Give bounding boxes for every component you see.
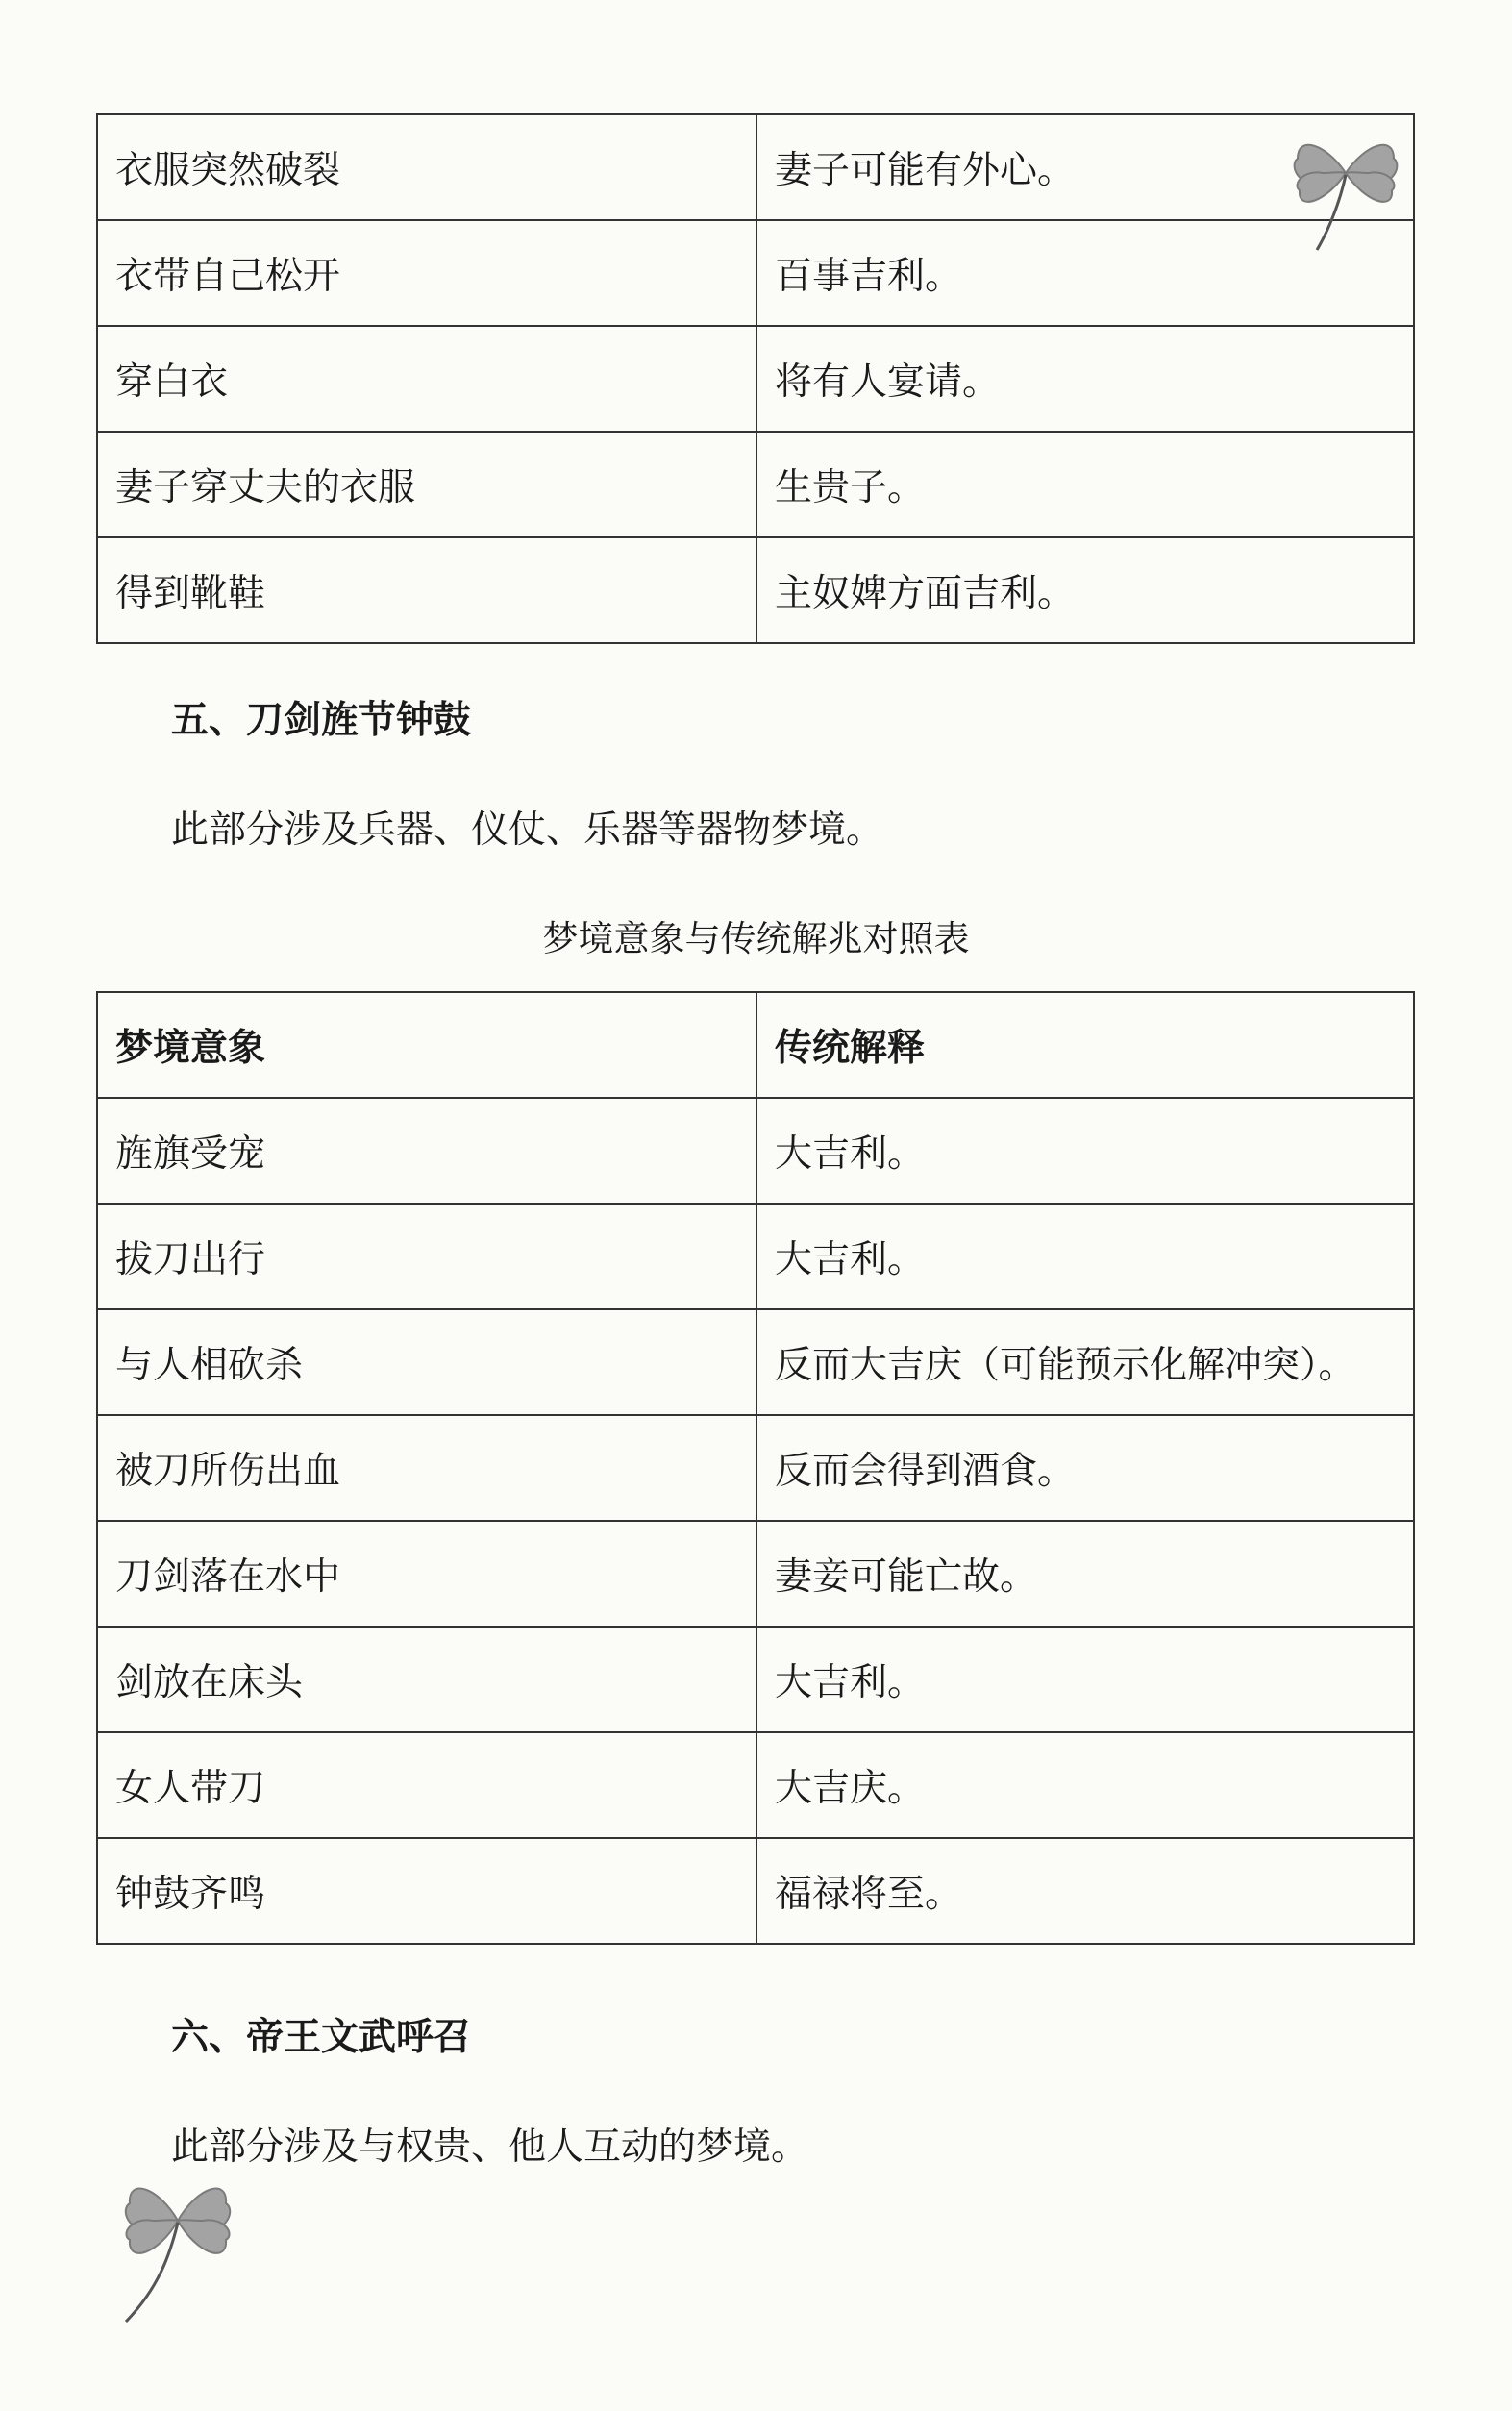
- table-row: [97, 1098, 1414, 1204]
- section-intro: 此部分涉及与权贵、他人互动的梦境。: [171, 2125, 809, 2169]
- table-cell: 剑放在床头: [97, 1627, 756, 1732]
- table-cell: 大吉利。: [756, 1098, 1414, 1204]
- table-row: [97, 114, 1414, 220]
- table-cell: 女人带刀: [97, 1732, 756, 1838]
- clothing-dream-table: [96, 113, 1415, 644]
- weapons-dream-table: [96, 991, 1415, 1945]
- column-header: 梦境意象: [97, 992, 756, 1098]
- table-cell: 被刀所伤出血: [97, 1415, 756, 1521]
- table-cell: 生贵子。: [756, 432, 1414, 537]
- table-cell: 妻子穿丈夫的衣服: [97, 432, 756, 537]
- table-cell: 钟鼓齐鸣: [97, 1838, 756, 1944]
- table-row: [97, 1627, 1414, 1732]
- table-cell: 衣服突然破裂: [97, 114, 756, 220]
- table-row: [97, 1521, 1414, 1627]
- section-heading: 六、帝王文武呼召: [171, 2016, 472, 2059]
- table-cell: 与人相砍杀: [97, 1309, 756, 1415]
- table-cell: 百事吉利。: [756, 220, 1414, 326]
- section-intro: 此部分涉及兵器、仪仗、乐器等器物梦境。: [171, 808, 884, 852]
- table-cell: 衣带自己松开: [97, 220, 756, 326]
- table-row: [97, 1838, 1414, 1944]
- table-caption: 梦境意象与传统解兆对照表: [542, 918, 970, 959]
- table-cell: 将有人宴请。: [756, 326, 1414, 432]
- table-row: [97, 1732, 1414, 1838]
- table-row: [97, 432, 1414, 537]
- table-cell: 拔刀出行: [97, 1204, 756, 1309]
- table-cell: 反而会得到酒食。: [756, 1415, 1414, 1521]
- table-cell: 反而大吉庆（可能预示化解冲突）。: [756, 1309, 1414, 1415]
- column-header: 传统解释: [756, 992, 1414, 1098]
- clover-icon: [91, 2144, 264, 2336]
- table-cell: 穿白衣: [97, 326, 756, 432]
- table-cell: 大吉利。: [756, 1204, 1414, 1309]
- table-cell: 得到靴鞋: [97, 537, 756, 643]
- table-row: [97, 1415, 1414, 1521]
- table-cell: 大吉庆。: [756, 1732, 1414, 1838]
- table-row: [97, 1309, 1414, 1415]
- table-cell: 大吉利。: [756, 1627, 1414, 1732]
- table-cell: 旌旗受宠: [97, 1098, 756, 1204]
- table-row: [97, 326, 1414, 432]
- table-cell: 福禄将至。: [756, 1838, 1414, 1944]
- section-heading: 五、刀剑旌节钟鼓: [171, 699, 472, 742]
- table-cell: 妻妾可能亡故。: [756, 1521, 1414, 1627]
- table-cell: 刀剑落在水中: [97, 1521, 756, 1627]
- table-header-row: [97, 992, 1414, 1098]
- table-row: [97, 537, 1414, 643]
- table-row: [97, 220, 1414, 326]
- clover-icon: [1269, 106, 1423, 269]
- table-cell: 主奴婢方面吉利。: [756, 537, 1414, 643]
- table-cell: 妻子可能有外心。: [756, 114, 1414, 220]
- table-row: [97, 1204, 1414, 1309]
